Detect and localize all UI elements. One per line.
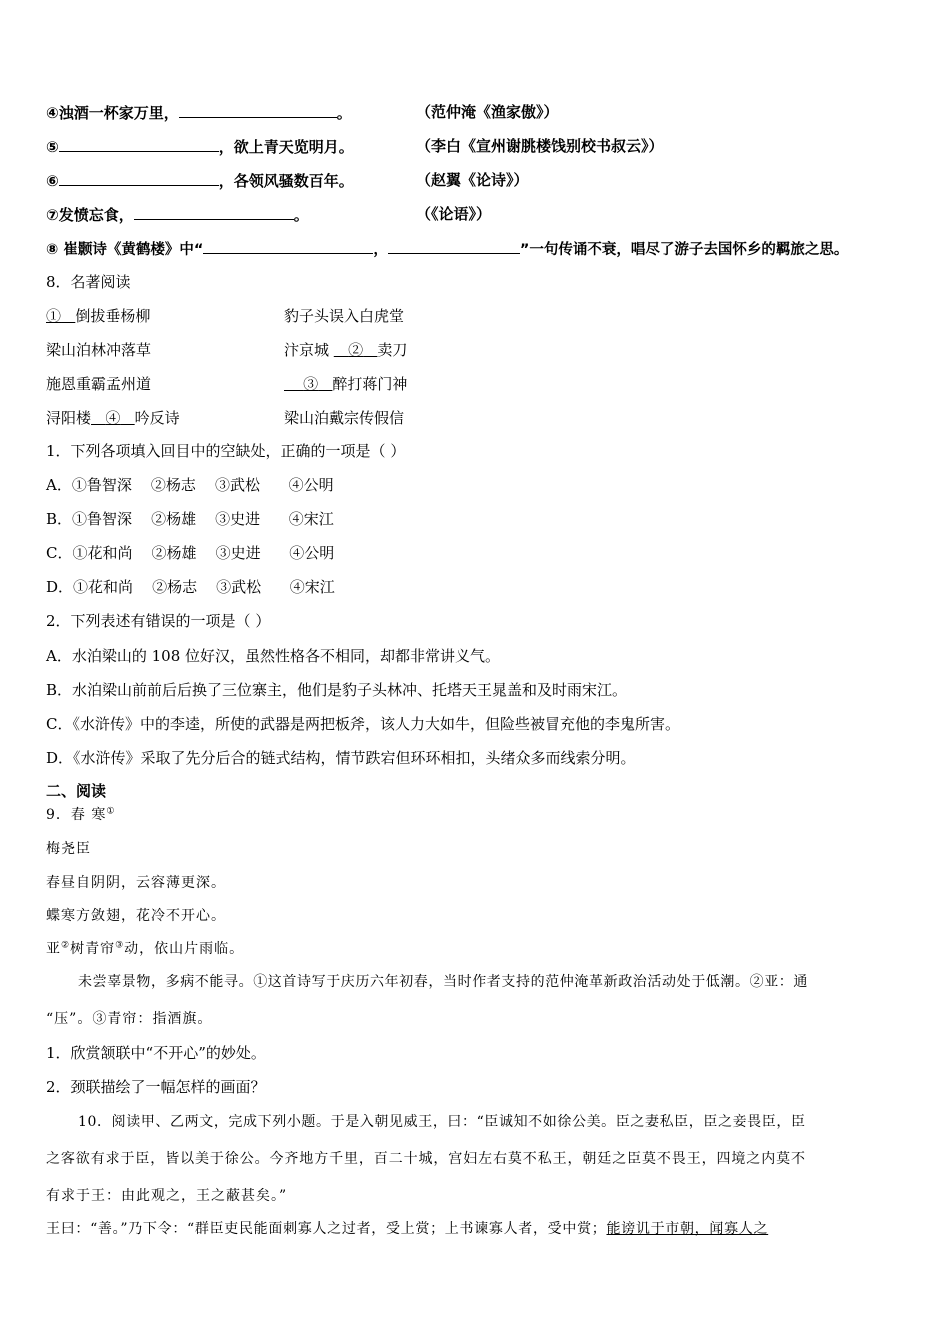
- chapter-row-1: ① 倒拔垂杨柳 豹子头误入白虎堂: [46, 307, 405, 325]
- poem-notes: “压”。③青帘：指酒旗。: [46, 1011, 213, 1027]
- answer-blank[interactable]: [59, 135, 219, 152]
- answer-blank[interactable]: [179, 101, 337, 118]
- answer-blank[interactable]: [134, 203, 294, 220]
- poem-line: 亚②树青帘③动，依山片雨临。: [46, 940, 245, 957]
- poem-source-4: （范仲淹《渔家傲》）: [416, 103, 559, 121]
- poem-line: 蝶寒方敛翅，花冷不开心。: [46, 908, 226, 924]
- option-d[interactable]: D．《水浒传》采取了先分后合的链式结构，情节跌宕但环环相扣，头绪众多而线索分明。: [46, 749, 636, 767]
- q10-text: 之客欲有求于臣，皆以美于徐公。今齐地方千里，百二十城，宫妇左右莫不私王，朝廷之臣莫不畏王，四境之内莫不: [46, 1151, 806, 1167]
- option-c[interactable]: C．《水浒传》中的李逵，所使的武器是两把板斧，该人力大如牛，但险些被冒充他的李鬼所害。: [46, 715, 680, 733]
- poem-fill-line-6: ⑥ ，各领风骚数百年。: [46, 169, 354, 192]
- q9-sub1: 1．欣赏颔联中“不开心”的妙处。: [46, 1044, 266, 1062]
- q10-text: 10．阅读甲、乙两文，完成下列小题。于是入朝见威王，曰：“臣诚知不如徐公美。臣之妻私臣，臣之妾畏臣，臣: [78, 1114, 806, 1130]
- poem-author: 梅尧臣: [46, 841, 91, 857]
- poem-fill-line-4: ④浊酒一杯家万里， 。: [46, 101, 352, 124]
- poem-source-6: （赵翼《论诗》）: [416, 171, 529, 189]
- poem-source-7: （《论语》）: [416, 205, 492, 223]
- answer-blank[interactable]: [203, 237, 373, 254]
- poem-fill-line-7: ⑦发愤忘食， 。: [46, 203, 309, 226]
- q9-sub2: 2．颈联描绘了一幅怎样的画面？: [46, 1078, 266, 1096]
- chapter-row-2: 梁山泊林冲落草 汴京城 ② 卖刀: [46, 341, 408, 359]
- answer-blank[interactable]: [59, 169, 219, 186]
- poem-fill-line-8: ⑧ 崔颢诗《黄鹤楼》中“ ， ”一句传诵不衰，唱尽了游子去国怀乡的羁旅之思。: [46, 237, 848, 261]
- poem-source-5: （李白《宣州谢朓楼饯别校书叔云》）: [416, 137, 664, 155]
- poem-fill-line-5: ⑤ ，欲上青天览明月。: [46, 135, 354, 158]
- q10-text: 王曰：“善。”乃下令：“群臣吏民能面刺寡人之过者，受上赏；上书谏寡人者，受中赏；能谤讥于市朝，闻寡人之: [46, 1221, 769, 1237]
- q8-title: 8．名著阅读: [46, 273, 131, 291]
- poem-notes: 未尝辜景物，多病不能寻。①这首诗写于庆历六年初春，当时作者支持的范仲淹革新政治活动处于低潮。②亚：通: [78, 974, 808, 990]
- option-b[interactable]: B．①鲁智深 ②杨雄 ③史进 ④宋江: [46, 510, 334, 528]
- chapter-row-4: 浔阳楼 ④ 吟反诗 梁山泊戴宗传假信: [46, 409, 405, 427]
- poem-line: 春昼自阴阴，云容薄更深。: [46, 875, 226, 891]
- option-a[interactable]: A．水泊梁山的 108 位好汉，虽然性格各不相同，却都非常讲义气。: [46, 647, 501, 665]
- q8-sub2: 2．下列表述有错误的一项是（ ）: [46, 612, 271, 630]
- answer-blank[interactable]: [388, 237, 520, 254]
- section-heading: 二、阅读: [46, 782, 107, 800]
- option-c[interactable]: C．①花和尚 ②杨雄 ③史进 ④公明: [46, 544, 335, 562]
- option-b[interactable]: B．水泊梁山前前后后换了三位寨主，他们是豹子头林冲、托塔天王晁盖和及时雨宋江。: [46, 681, 628, 699]
- option-d[interactable]: D．①花和尚 ②杨志 ③武松 ④宋江: [46, 578, 335, 596]
- q10-text: 有求于王：由此观之，王之蔽甚矣。”: [46, 1188, 288, 1204]
- option-a[interactable]: A．①鲁智深 ②杨志 ③武松 ④公明: [46, 476, 334, 494]
- q8-sub1: 1．下列各项填入回目中的空缺处，正确的一项是（ ）: [46, 442, 406, 460]
- q9-title: 9．春 寒①: [46, 806, 116, 823]
- chapter-row-3: 施恩重霸孟州道 ③ 醉打蒋门神: [46, 375, 408, 393]
